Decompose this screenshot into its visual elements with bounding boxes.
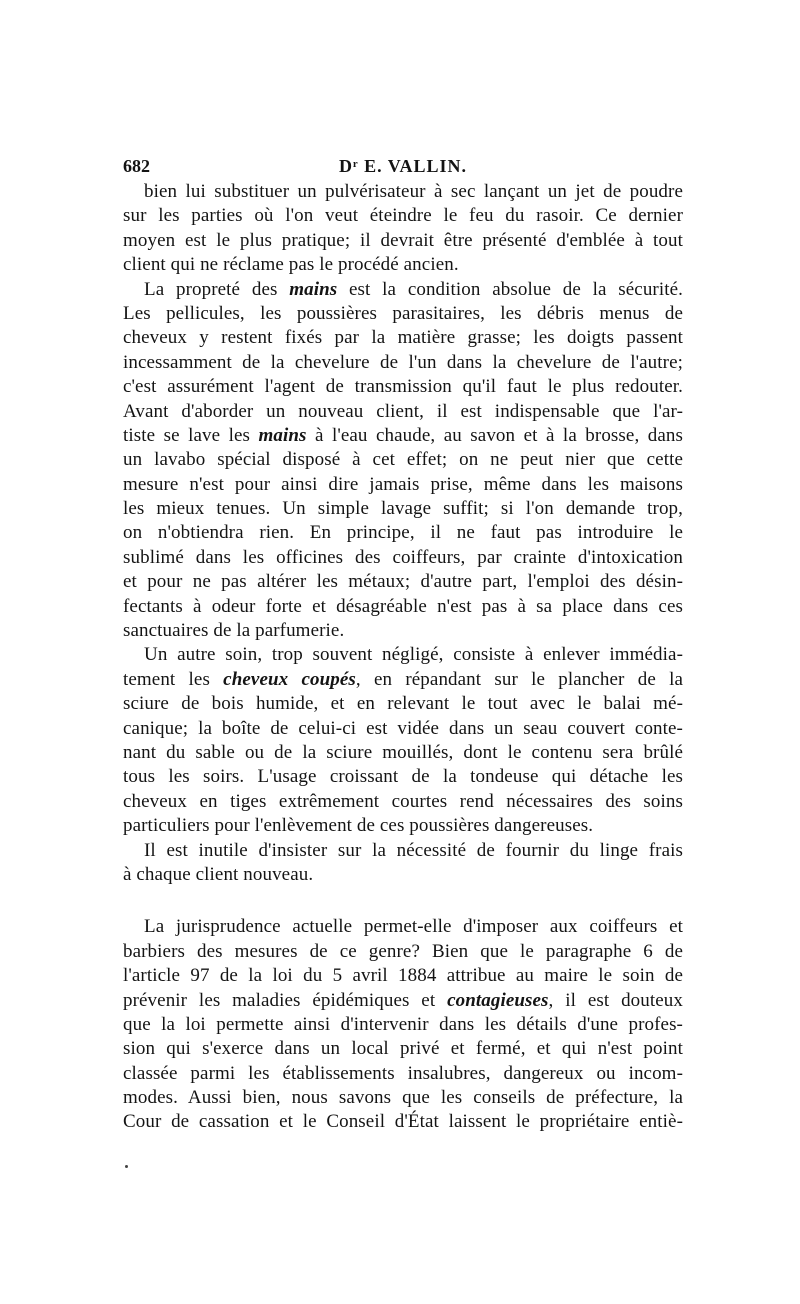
text-line: sanctuaires de la parfumerie. xyxy=(123,620,345,642)
text-line: c'est assurément l'agent de transmission qu'il faut le plus redouter. xyxy=(123,376,683,398)
paragraph xyxy=(123,180,683,278)
text-line: Les pellicules, les poussières parasitaires, les débris menus de xyxy=(123,302,683,324)
text-line: barbiers des mesures de ce genre? Bien que le paragraphe 6 de xyxy=(123,940,683,962)
text-line: particuliers pour l'enlèvement de ces poussières dangereuses. xyxy=(123,815,594,837)
text-line: tement les cheveux coupés, en répandant sur le plancher de la xyxy=(123,668,683,690)
paragraph xyxy=(123,643,683,838)
paragraph xyxy=(123,915,683,1135)
emphasis-text: contagieuses xyxy=(447,989,549,1011)
text-line: incessamment de la chevelure de l'un dans la chevelure de l'autre; xyxy=(123,351,683,373)
text-line: à chaque client nouveau. xyxy=(123,863,314,885)
book-page xyxy=(123,152,683,1135)
text-line: sur les parties où l'on veut éteindre le feu du rasoir. Ce dernier xyxy=(123,205,683,227)
emphasis-text: mains xyxy=(258,424,307,446)
text-line: bien lui substituer un pulvérisateur à sec lançant un jet de poudre xyxy=(144,181,683,202)
text-line: mesure n'est pour ainsi dire jamais prise, même dans les maisons xyxy=(123,473,683,495)
emphasis-text: cheveux coupés xyxy=(223,668,356,690)
text-line: sion qui s'exerce dans un local privé et fermé, et qui n'est point xyxy=(123,1038,683,1060)
text-line: La jurisprudence actuelle permet-elle d'imposer aux coiffeurs et xyxy=(144,916,683,938)
text-line: nant du sable ou de la sciure mouillés, dont le contenu sera brûlé xyxy=(123,741,683,763)
text-line: sublimé dans les officines des coiffeurs, par crainte d'intoxication xyxy=(123,546,683,568)
text-line: Il est inutile d'insister sur la nécessité de fournir du linge frais xyxy=(144,839,683,861)
text-line: cheveux y restent fixés par la matière grasse; les doigts passent xyxy=(123,327,683,349)
text-line: modes. Aussi bien, nous savons que les conseils de préfecture, la xyxy=(123,1087,683,1109)
body-text xyxy=(123,180,683,1135)
text-line: que la loi permette ainsi d'intervenir dans les détails d'une profes- xyxy=(123,1013,683,1035)
page-number: 682 xyxy=(123,156,150,176)
text-line: tous les soirs. L'usage croissant de la tondeuse qui détache les xyxy=(123,766,683,788)
text-line: client qui ne réclame pas le procédé ancien. xyxy=(123,254,459,276)
running-head xyxy=(123,152,683,180)
text-line: moyen est le plus pratique; il devrait être présenté d'emblée à tout xyxy=(123,229,683,251)
text-line: tiste se lave les mains à l'eau chaude, au savon et à la brosse, dans xyxy=(123,424,683,446)
text-line: Un autre soin, trop souvent négligé, consiste à enlever immédia- xyxy=(144,644,683,666)
print-speck xyxy=(125,1165,128,1168)
emphasis-text: mains xyxy=(289,278,338,300)
paragraph xyxy=(123,839,683,888)
text-line: on n'obtiendra rien. En principe, il ne faut pas introduire le xyxy=(123,522,683,544)
text-line: et pour ne pas altérer les métaux; d'autre part, l'emploi des désin- xyxy=(123,571,683,593)
text-line: prévenir les maladies épidémiques et contagieuses, il est douteux xyxy=(123,989,683,1011)
section-gap xyxy=(123,887,683,915)
text-line: l'article 97 de la loi du 5 avril 1884 attribue au maire le soin de xyxy=(123,965,683,987)
text-line: les mieux tenues. Un simple lavage suffit; si l'on demande trop, xyxy=(123,498,683,520)
text-line: Avant d'aborder un nouveau client, il est indispensable que l'ar- xyxy=(123,400,683,422)
text-line: La propreté des mains est la condition absolue de la sécurité. xyxy=(144,278,683,300)
text-line: Cour de cassation et le Conseil d'État laissent le propriétaire entiè- xyxy=(123,1111,683,1133)
running-head-author: Dʳ E. VALLIN. xyxy=(339,156,467,176)
text-line: cheveux en tiges extrêmement courtes rend nécessaires des soins xyxy=(123,790,683,812)
text-line: classée parmi les établissements insalubres, dangereux ou incom- xyxy=(123,1062,683,1084)
text-line: canique; la boîte de celui-ci est vidée dans un seau couvert conte- xyxy=(123,717,683,739)
text-line: un lavabo spécial disposé à cet effet; on ne peut nier que cette xyxy=(123,449,683,471)
text-line: fectants à odeur forte et désagréable n'est pas à sa place dans ces xyxy=(123,595,683,617)
paragraph xyxy=(123,278,683,644)
text-line: sciure de bois humide, et en relevant le tout avec le balai mé- xyxy=(123,693,683,715)
